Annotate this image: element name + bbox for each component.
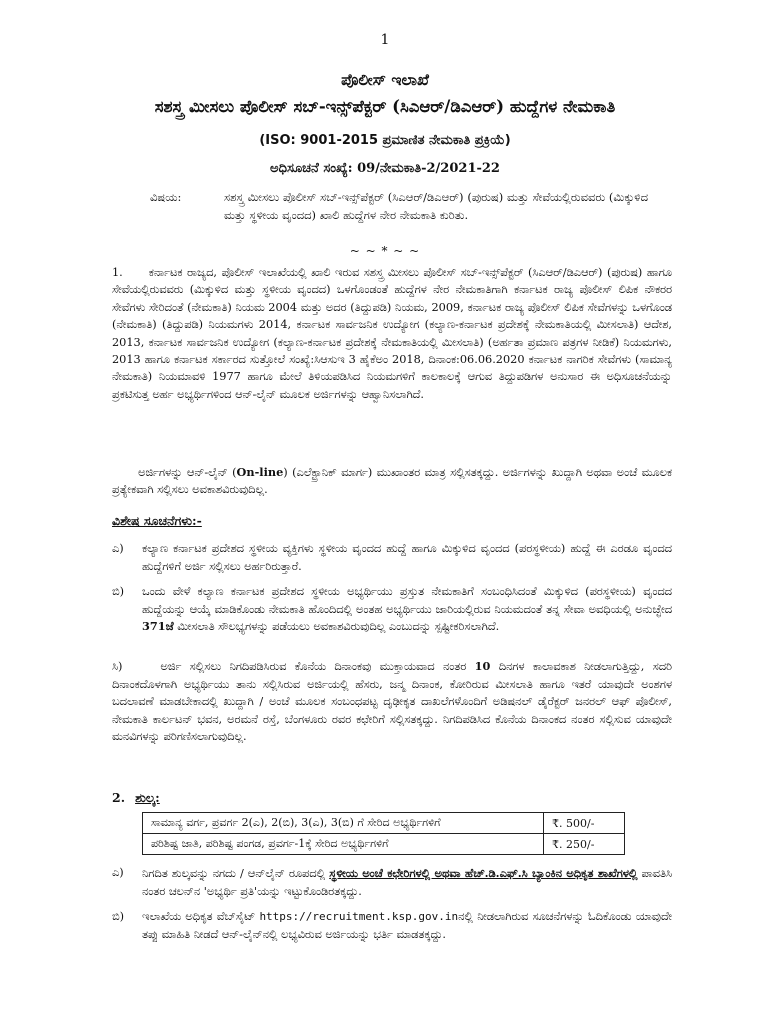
fee-amount: ₹. 500/- [544,813,625,834]
item-bold: 371ಜೆ [142,619,174,634]
website-link[interactable]: https://recruitment.ksp.gov.in [259,910,459,923]
table-row [143,813,625,834]
fee-table [142,812,625,855]
online-text-after: ) (ಎಲೆಕ್ಟ್ರಾನಿಕ್ ಮಾರ್ಗ) ಮುಖಾಂತರ ಮಾತ್ರ ಸಲ್ಲಿಸತಕ್ಕದ್ದು. ಅರ್ಜಿಗಳನ್ನು ಖುದ್ದಾಗಿ ಅಥವಾ ಅಂಚೆ ಮೂಲಕ ಪ್ರತ್ಯೇಕವಾಗಿ ಸಲ್ಲಿಸಲು ಅವಕಾಶವಿರುವುದಿಲ್ಲ. [112,466,672,497]
item-text-part: ನಿಗದಿತ ಶುಲ್ಕವನ್ನು ನಗದು / ಆನ್‌ಲೈನ್ ರೂಪದಲ್ಲಿ [142,867,330,880]
main-title: ಸಶಸ್ತ್ರ ಮೀಸಲು ಪೊಲೀಸ್ ಸಬ್-ಇನ್ಸ್‌ಪೆಕ್ಟರ್ (ಸಿಎಆರ್/ಡಿಎಆರ್) ಹುದ್ದೆಗಳ ನೇಮಕಾತಿ [154,97,616,116]
paragraph-1-number: 1. [112,266,123,279]
special-item-a [112,540,672,575]
separator: ~ ~ * ~ ~ [349,244,421,258]
page-number: 1 [380,32,390,48]
item-text-part: ಪಾವತಿಸಿ ನಂತರ ಚಲನ್‌ನ 'ಅಭ್ಯರ್ಥಿ ಪ್ರತಿ'ಯನ್ನು ಇಟ್ಟುಕೊಂಡಿರತಕ್ಕದ್ದು. [142,867,672,898]
section-label: ಶುಲ್ಕ: [135,790,160,805]
item-bold: ಸ್ಥಳೀಯ ಅಂಚೆ ಕಛೇರಿಗಳಲ್ಲಿ ಅಥವಾ ಹೆಚ್.ಡಿ.ಎಫ್.ಸಿ ಬ್ಯಾಂಕಿನ ಅಧಿಕೃತ ಶಾಖೆಗಳಲ್ಲಿ [329,866,638,880]
item-bold: 10 [474,659,491,673]
item-marker: ಎ) [112,866,124,879]
department-title: ಪೊಲೀಸ್ ಇಲಾಖೆ [341,70,429,89]
special-instructions-heading: ವಿಶೇಷ ಸೂಚನೆಗಳು:- [112,513,202,528]
iso-line: (ISO: 9001-2015 ಪ್ರಮಾಣಿತ ನೇಮಕಾತಿ ಪ್ರಕ್ರಿಯೆ) [259,133,511,148]
paragraph-online [112,464,672,499]
special-item-b [112,583,672,636]
fee-category: ಪರಿಶಿಷ್ಟ ಜಾತಿ, ಪರಿಶಿಷ್ಟ ಪಂಗಡ, ಪ್ರವರ್ಗ-1ಕ್ಕೆ ಸೇರಿದ ಅಭ್ಯರ್ಥಿಗಳಿಗೆ [143,834,544,855]
subject-label: ವಿಷಯ: [150,190,182,204]
special-item-c [112,658,672,746]
item-text [142,864,672,901]
item-marker: ಬಿ) [112,585,124,598]
item-text-part: ಇಲಾಖೆಯ ಅಧಿಕೃತ ವೆಬ್‌ಸೈಟ್ [142,910,260,923]
item-text-part: ಅರ್ಜಿ ಸಲ್ಲಿಸಲು ನಿಗದಿಪಡಿಸಿರುವ ಕೊನೆಯ ದಿನಾಂಕವು ಮುಕ್ತಾಯವಾದ ನಂತರ [160,660,475,673]
item-text [142,908,672,944]
item-text-part: ದಿನಗಳ ಕಾಲಾವಕಾಶ ನೀಡಲಾಗುತ್ತಿದ್ದು, ಸದರಿ ದಿನಾಂಕದೊಳಗಾಗಿ ಅಭ್ಯರ್ಥಿಯು ತಾನು ಸಲ್ಲಿಸಿರುವ ಅರ್ಜಿಯಲ್ಲಿ ಹೆಸರು, ಜನ್ಮ ದಿನಾಂಕ, ಕೋರಿರುವ ಮೀಸಲಾತಿ ಹಾಗೂ ಇತರೆ ಯಾವುದೇ ಅಂಶಗಳ ಬದಲಾವಣೆ ಮಾಡಬೇಕಾದಲ್ಲಿ ಖುದ್ದಾಗಿ / ಅಂಚೆ ಮೂಲಕ ಸಂಬಂಧಪಟ್ಟ ದೃಢೀಕೃತ ದಾಖಲೆಗಳೊಂದಿಗೆ ಅಡಿಷನಲ್ ಡೈರೆಕ್ಟರ್ ಜನರಲ್ ಆಫ್ ಪೊಲೀಸ್, ನೇಮಕಾತಿ ಕಾರ್ಲಟನ್ ಭವನ, ಅರಮನೆ ರಸ್ತೆ, ಬೆಂಗಳೂರು ರವರ ಕಛೇರಿಗೆ ಸಲ್ಲಿಸತಕ್ಕದ್ದು. ನಿಗದಿಪಡಿಸಿದ ಕೊನೆಯ ದಿನಾಂಕದ ನಂತರ ಸಲ್ಲಿಸುವ ಯಾವುದೇ ಮನವಿಗಳನ್ನು ಪರಿಗಣಿಸಲಾಗುವುದಿಲ್ಲ. [112,660,672,744]
subject-text: ಸಶಸ್ತ್ರ ಮೀಸಲು ಪೊಲೀಸ್ ಸಬ್-ಇನ್ಸ್‌ಪೆಕ್ಟರ್ (ಸಿಎಆರ್/ಡಿಎಆರ್) (ಪುರುಷ) ಮತ್ತು ಸೇವೆಯಲ್ಲಿರುವವರು (ಮಿಕ್ಕುಳಿದ ಮತ್ತು ಸ್ಥಳೀಯ ವೃಂದದ) ಖಾಲಿ ಹುದ್ದೆಗಳ ನೇರ ನೇಮಕಾತಿ ಕುರಿತು. [224,190,648,222]
paragraph-1 [112,264,672,403]
table-row [143,834,625,855]
online-bold: On-line [236,465,284,479]
item-text-part: ನಲ್ಲಿ ನೀಡಲಾಗಿರುವ ಸೂಚನೆಗಳನ್ನು ಓದಿಕೊಂಡು ಯಾವುದೇ ತಪ್ಪು ಮಾಹಿತಿ ನೀಡದೆ ಆನ್-ಲೈನ್‌ನಲ್ಲಿ ಲಭ್ಯವಿರುವ ಅರ್ಜಿಯನ್ನು ಭರ್ತಿ ಮಾಡತಕ್ಕದ್ದು. [142,910,672,941]
section-number: 2. [112,790,126,805]
online-text-before: ಅರ್ಜಿಗಳನ್ನು ಆನ್-ಲೈನ್ ( [138,466,237,479]
item-text-part: ಮೀಸಲಾತಿ ಸೌಲಭ್ಯಗಳನ್ನು ಪಡೆಯಲು ಅವಕಾಶವಿರುವುದಿಲ್ಲ ಎಂಬುದನ್ನು ಸ್ಪಷ್ಟೀಕರಿಸಲಾಗಿದೆ. [173,620,500,634]
item-text [142,583,672,636]
notification-number: ಅಧಿಸೂಚನೆ ಸಂಖ್ಯೆ: 09/ನೇಮಕಾತಿ-2/2021-22 [270,161,500,176]
item-marker: ಸಿ) [112,660,123,673]
item-text: ಕಲ್ಯಾಣ ಕರ್ನಾಟಕ ಪ್ರದೇಶದ ಸ್ಥಳೀಯ ವ್ಯಕ್ತಿಗಳು ಸ್ಥಳೀಯ ವೃಂದದ ಹುದ್ದೆ ಹಾಗೂ ಮಿಕ್ಕುಳಿದ ವೃಂದದ (ಪರಸ್ಥಳೀಯ) ಹುದ್ದೆ ಈ ಎರಡೂ ವೃಂದದ ಹುದ್ದೆಗಳಿಗೆ ಅರ್ಜಿ ಸಲ್ಲಿಸಲು ಅರ್ಹರಿರುತ್ತಾರೆ. [142,542,672,573]
item-text-part: ಒಂದು ವೇಳೆ ಕಲ್ಯಾಣ ಕರ್ನಾಟಕ ಪ್ರದೇಶದ ಸ್ಥಳೀಯ ಅಭ್ಯರ್ಥಿಯು ಪ್ರಸ್ತುತ ನೇಮಕಾತಿಗೆ ಸಂಬಂಧಿಸಿದಂತೆ ಮಿಕ್ಕುಳಿದ (ಪರಸ್ಥಳೀಯ) ವೃಂದದ ಹುದ್ದೆಯನ್ನು ಆಯ್ಕೆ ಮಾಡಿಕೊಂಡು ನೇಮಕಾತಿ ಹೊಂದಿದಲ್ಲಿ ಅಂತಹ ಅಭ್ಯರ್ಥಿಯು ಜಾರಿಯಲ್ಲಿರುವ ನಿಯಮದಂತೆ ತನ್ನ ಸೇವಾ ಅವಧಿಯಲ್ಲಿ ಅನುಚ್ಛೇದ [142,585,672,616]
fee-item-a [112,864,672,901]
fee-category: ಸಾಮಾನ್ಯ ವರ್ಗ, ಪ್ರವರ್ಗ 2(ಎ), 2(ಬಿ), 3(ಎ), 3(ಬಿ) ಗೆ ಸೇರಿದ ಅಭ್ಯರ್ಥಿಗಳಿಗೆ [143,813,544,834]
item-marker: ಎ) [112,542,124,555]
fee-item-b [112,908,672,944]
fee-amount: ₹. 250/- [544,834,625,855]
section-2-heading [112,790,160,806]
item-marker: ಬಿ) [112,910,124,923]
paragraph-1-text: ಕರ್ನಾಟಕ ರಾಜ್ಯದ, ಪೊಲೀಸ್ ಇಲಾಖೆಯಲ್ಲಿ ಖಾಲಿ ಇರುವ ಸಶಸ್ತ್ರ ಮೀಸಲು ಪೊಲೀಸ್ ಸಬ್-ಇನ್ಸ್‌ಪೆಕ್ಟರ್ (ಸಿಎಆರ್/ಡಿಎಆರ್) (ಪುರುಷ) ಹಾಗೂ ಸೇವೆಯಲ್ಲಿರುವವರು (ಮಿಕ್ಕುಳಿದ ಮತ್ತು ಸ್ಥಳೀಯ ವೃಂದದ) ಒಳಗೊಂಡಂತೆ ಹುದ್ದೆಗಳ ನೇರ ನೇಮಕಾತಿಗಾಗಿ ಕರ್ನಾಟಕ ರಾಜ್ಯ ಪೊಲೀಸ್ ಲಿಪಿಕ ನೌಕರರ ಸೇವೆಗಳು ಸೇರಿದಂತೆ (ನೇಮಕಾತಿ) ನಿಯಮ 2004 ಮತ್ತು ಅದರ (ತಿದ್ದುಪಡಿ) ನಿಯಮ, 2009, ಕರ್ನಾಟಕ ರಾಜ್ಯ ಪೊಲೀಸ್ ಲಿಪಿಕ ಸೇವೆಗಳನ್ನು ಒಳಗೊಂಡ (ನೇಮಕಾತಿ) (ತಿದ್ದುಪಡಿ) ನಿಯಮಗಳು 2014, ಕರ್ನಾಟಕ ಸಾರ್ವಜನಿಕ ಉದ್ಯೋಗ (ಕಲ್ಯಾಣ-ಕರ್ನಾಟಕ ಪ್ರದೇಶಕ್ಕೆ ನೇಮಕಾತಿಯಲ್ಲಿ ಮೀಸಲಾತಿ) ಆದೇಶ, 2013, ಕರ್ನಾಟಕ ಸಾರ್ವಜನಿಕ ಉದ್ಯೋಗ (ಕಲ್ಯಾಣ-ಕರ್ನಾಟಕ ಪ್ರದೇಶಕ್ಕೆ ನೇಮಕಾತಿಯಲ್ಲಿ ಮೀಸಲಾತಿ) (ಅರ್ಹತಾ ಪ್ರಮಾಣ ಪತ್ರಗಳ ನೀಡಿಕೆ) ನಿಯಮಗಳು, 2013 ಹಾಗೂ ಕರ್ನಾಟಕ ಸರ್ಕಾರದ ಸುತ್ತೋಲೆ ಸಂಖ್ಯೆ:ಸಿಆಸುಇ 3 ಹೈಕೆಅಂ 2018, ದಿನಾಂಕ:06.06.2020 ಕರ್ನಾಟಕ ನಾಗರಿಕ ಸೇವೆಗಳು (ಸಾಮಾನ್ಯ ನೇಮಕಾತಿ) ನಿಯಮಾವಳಿ 1977 ಹಾಗೂ ಮೇಲೆ ತಿಳಿಯಪಡಿಸಿದ ನಿಯಮಗಳಿಗೆ ಕಾಲಕಾಲಕ್ಕೆ ಆಗುವ ತಿದ್ದುಪಡಿಗಳ ಅನುಸಾರ ಈ ಅಧಿಸೂಚನೆಯನ್ನು ಪ್ರಕಟಿಸುತ್ತ ಅರ್ಹ ಅಭ್ಯರ್ಥಿಗಳಿಂದ ಆನ್-ಲೈನ್ ಮೂಲಕ ಅರ್ಜಿಗಳನ್ನು ಆಹ್ವಾನಿಸಲಾಗಿದೆ. [112,266,672,401]
